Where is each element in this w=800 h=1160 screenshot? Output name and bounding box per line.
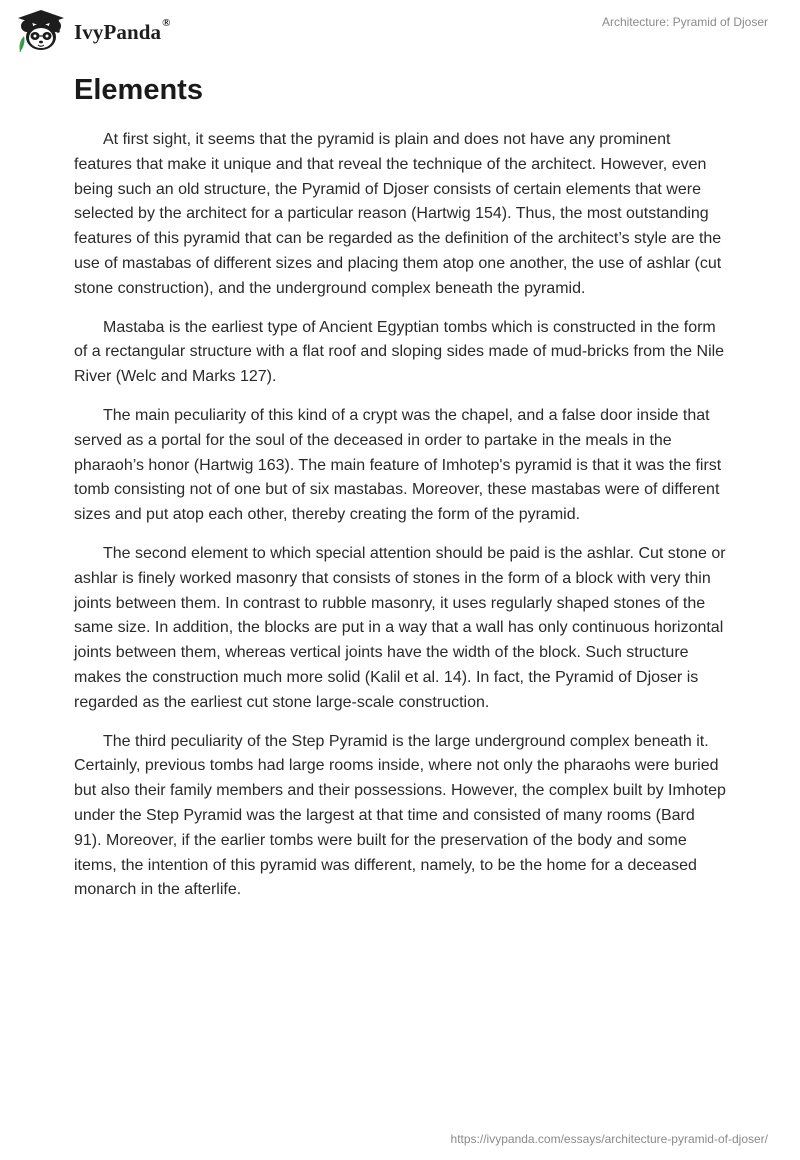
brand-text: IvyPanda	[74, 19, 162, 44]
document-title: Architecture: Pyramid of Djoser	[601, 15, 768, 29]
page-header	[0, 0, 800, 64]
paragraph: At first sight, it seems that the pyramid is plain and does not have any prominent features that make it unique and that reveal the technique of the architect. However, even being such an old structure, the Pyramid of Djoser consists of certain elements that were selected by the architect for a particular reason (Hartwig 154). Thus, the most outstanding features of this pyramid that can be regarded as the definition of the architect’s style are the use of mastabas of different sizes and placing them atop one another, the use of ashlar (cut stone construction), and the underground complex beneath the pyramid.	[74, 131, 722, 297]
article-body	[74, 72, 726, 917]
paragraph: The second element to which special attention should be paid is the ashlar. Cut stone or ashlar is finely worked masonry that consists of stones in the form of a block with very thin joints between them. In contrast to rubble masonry, it uses regularly shaped stones of the same size. In addition, the blocks are put in a way that a wall has only continuous horizontal joints between them, whereas vertical joints have the width of the block. Such structure makes the construction much more solid (Kalil et al. 14). In fact, the Pyramid of Djoser is regarded as the earliest cut stone large-scale construction.	[74, 544, 726, 711]
panda-graduate-icon	[14, 8, 68, 54]
paragraph: Mastaba is the earliest type of Ancient Egyptian tombs which is constructed in the form of a rectangular structure with a flat roof and sloping sides made of mud-bricks from the Nile River (Welc and Marks 127).	[74, 318, 725, 386]
brand-name	[74, 16, 171, 45]
section-heading: Elements	[74, 74, 203, 106]
brand-registered-mark: ®	[162, 16, 171, 29]
source-url-link[interactable]: https://ivypanda.com/essays/architecture-pyramid-of-djoser/	[450, 1132, 768, 1146]
paragraph: The third peculiarity of the Step Pyramid is the large underground complex beneath it. Certainly, previous tombs had large rooms inside, where not only the pharaohs were buried but also their family members and their possessions. However, the complex built by Imhotep under the Step Pyramid was the largest at that time and consisted of many rooms (Bard 91). Moreover, if the earlier tombs were built for the preservation of the body and some items, the intention of this pyramid was different, namely, to be the home for a deceased monarch in the afterlife.	[74, 732, 726, 899]
paragraph: The main peculiarity of this kind of a crypt was the chapel, and a false door inside that served as a portal for the soul of the deceased in order to partake in the meals in the pharaoh’s honor (Hartwig 163). The main feature of Imhotep's pyramid is that it was the first tomb consisting not of one but of six mastabas. Moreover, these mastabas were of different sizes and put atop each other, thereby creating the form of the pyramid.	[74, 406, 722, 524]
ivypanda-logo[interactable]	[14, 8, 171, 54]
